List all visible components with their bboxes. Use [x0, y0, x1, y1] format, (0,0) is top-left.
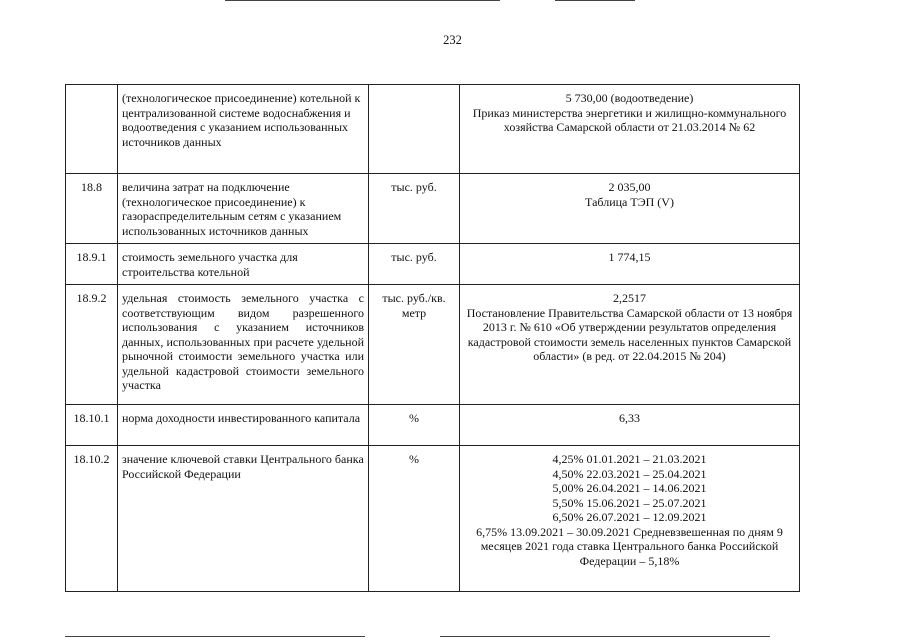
table-row	[66, 446, 800, 592]
data-table	[65, 84, 800, 592]
value-line: 2 035,00	[608, 180, 651, 194]
row-unit: тыс. руб.	[369, 174, 460, 244]
row-value	[460, 446, 800, 592]
value-line: 5 730,00 (водоотведение)	[565, 91, 694, 105]
page-number: 232	[443, 33, 462, 47]
row-description: величина затрат на подключение (технологическое присоединение) к газораспределительным сетям с указанием использованных источников данных	[118, 174, 369, 244]
row-value	[460, 405, 800, 446]
row-unit: %	[369, 405, 460, 446]
row-unit	[369, 85, 460, 174]
value-line: 6,33	[619, 411, 640, 425]
value-line: 5,00% 26.04.2021 – 14.06.2021	[552, 481, 707, 495]
row-number: 18.9.1	[66, 244, 118, 285]
value-line: 5,50% 15.06.2021 – 25.07.2021	[552, 495, 707, 510]
value-line: Таблица ТЭП (V)	[585, 194, 674, 209]
row-number: 18.8	[66, 174, 118, 244]
table-row	[66, 405, 800, 446]
row-value	[460, 244, 800, 285]
table-row	[66, 174, 800, 244]
row-description: удельная стоимость земельного участка с соответствующим видом разрешенного использования с указанием источников данных, использованных при расчете удельной рыночной стоимости земельного участка или удельной кадастровой стоимости земельного участка	[118, 285, 369, 405]
value-line: 1 774,15	[608, 250, 651, 264]
row-description: норма доходности инвестированного капитала	[118, 405, 369, 446]
value-line: Приказ министерства энергетики и жилищно-коммунального хозяйства Самарской области от 21.03.2014 № 62	[472, 105, 787, 134]
row-number	[66, 85, 118, 174]
value-line: 4,25% 01.01.2021 – 21.03.2021	[552, 452, 707, 466]
value-line: 6,75% 13.09.2021 – 30.09.2021 Средневзвешенная по дням 9 месяцев 2021 года ставка Центрального банка Российской Федерации – 5,18%	[476, 524, 783, 568]
row-value	[460, 85, 800, 174]
bottom-edge-line-right	[440, 636, 770, 637]
value-line: 6,50% 26.07.2021 – 12.09.2021	[552, 510, 707, 524]
row-value	[460, 174, 800, 244]
row-value	[460, 285, 800, 405]
table-row	[66, 85, 800, 174]
row-number: 18.10.1	[66, 405, 118, 446]
row-number: 18.10.2	[66, 446, 118, 592]
row-description: значение ключевой ставки Центрального банка Российской Федерации	[118, 446, 369, 592]
row-description: стоимость земельного участка для строительства котельной	[118, 244, 369, 285]
value-line: 2,2517	[613, 291, 646, 305]
row-unit: %	[369, 446, 460, 592]
value-line: Постановление Правительства Самарской области от 13 ноября 2013 г. № 610 «Об утверждении результатов определения кадастровой стоимости земель населенных пунктов Самарской области» (в ред. от 22.04.2015 № 204)	[466, 305, 793, 363]
top-edge-line	[225, 0, 500, 1]
value-line: 4,50% 22.03.2021 – 25.04.2021	[552, 466, 707, 481]
table-row	[66, 285, 800, 405]
row-description: (технологическое присоединение) котельной к централизованной системе водоснабжения и водоотведения с указанием использованных источников данных	[118, 85, 369, 174]
row-number: 18.9.2	[66, 285, 118, 405]
row-unit: тыс. руб.	[369, 244, 460, 285]
bottom-edge-line	[65, 636, 365, 637]
table-row	[66, 244, 800, 285]
row-unit: тыс. руб./кв. метр	[369, 285, 460, 405]
top-edge-line-right	[555, 0, 635, 1]
